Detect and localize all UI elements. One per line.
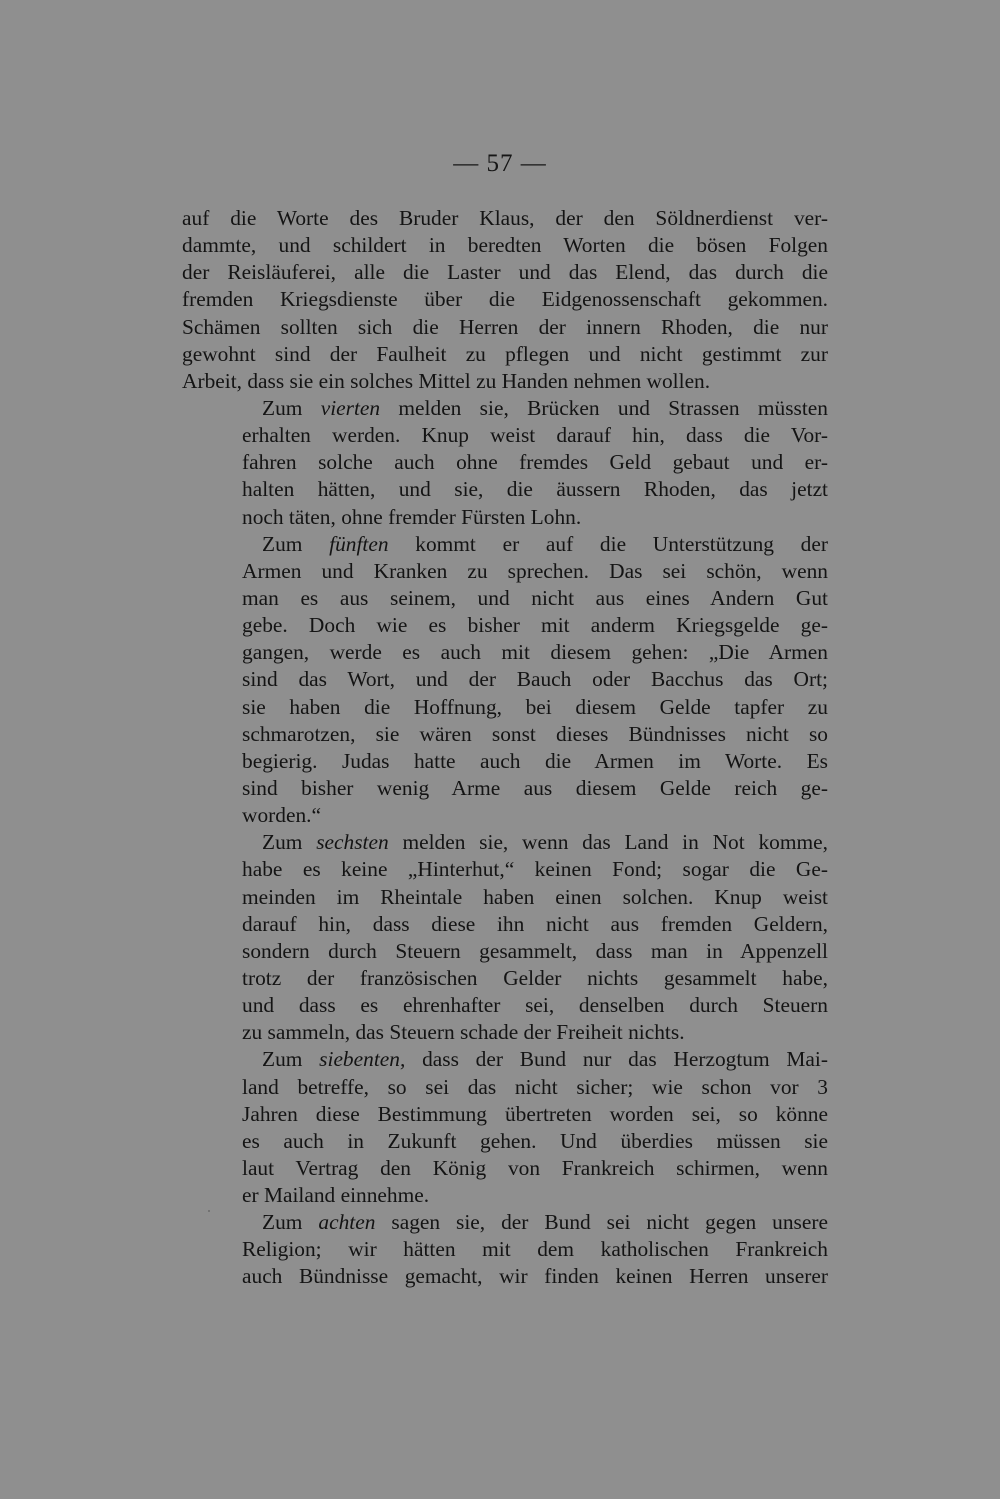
paragraph-lead: Zum (262, 830, 303, 855)
paragraph-sechsten (182, 829, 828, 1046)
text-line: begierig. Judas hatte auch die Armen im Worte. Es (242, 748, 828, 773)
emphasis-ordinal: fünften (329, 531, 389, 556)
paragraph-rest: dass der Bund nur das Herzogtum Mai- (422, 1047, 828, 1072)
text-line: habe es keine „Hinterhut,“ keinen Fond; sogar die Ge- (242, 857, 828, 882)
text-line: fahren solche auch ohne fremdes Geld gebaut und er- (242, 450, 828, 475)
text-line: Jahren diese Bestimmung übertreten worden sei, so könne (242, 1101, 828, 1126)
paragraph-lead: Zum (262, 1047, 303, 1072)
text-line: fremden Kriegsdienste über die Eidgenossenschaft gekommen. (182, 287, 828, 312)
text-line: erhalten werden. Knup weist darauf hin, dass die Vor- (242, 423, 828, 448)
text-line: es auch in Zukunft gehen. Und überdies müssen sie (242, 1128, 828, 1153)
text-line: laut Vertrag den König von Frankreich schirmen, wenn (242, 1155, 828, 1180)
print-speck (208, 1210, 210, 1212)
emphasis-ordinal: sechsten (316, 830, 389, 855)
text-line: worden.“ (242, 803, 321, 828)
paragraph-achten (182, 1209, 828, 1290)
emphasis-ordinal: siebenten, (319, 1047, 406, 1072)
text-line (262, 829, 828, 856)
text-line: Schämen sollten sich die Herren der innern Rhoden, die nur (182, 314, 828, 339)
text-line: Arbeit, dass sie ein solches Mittel zu Handen nehmen wollen. (182, 368, 711, 393)
text-line: man es aus seinem, und nicht aus eines Andern Gut (242, 585, 828, 610)
text-line (262, 395, 828, 422)
paragraph-fuenften (182, 531, 828, 830)
paragraph-rest: kommt er auf die Unterstützung der (415, 531, 828, 556)
paragraph-rest: melden sie, wenn das Land in Not komme, (402, 830, 828, 855)
text-line: gebe. Doch wie es bisher mit anderm Kriegsgelde ge- (242, 613, 828, 638)
paragraph-rest: melden sie, Brücken und Strassen müssten (398, 395, 828, 420)
text-line: gewohnt sind der Faulheit zu pflegen und nicht gestimmt zur (182, 341, 828, 366)
text-line: dammte, und schildert in beredten Worten die bösen Folgen (182, 233, 828, 258)
text-line: gangen, werde es auch mit diesem gehen: „Die Armen (242, 640, 828, 665)
paragraph-lead: Zum (262, 395, 303, 420)
paragraph-rest: sagen sie, der Bund sei nicht gegen unsere (391, 1210, 828, 1235)
text-line: halten hätten, und sie, die äussern Rhoden, das jetzt (242, 477, 828, 502)
text-line: sondern durch Steuern gesammelt, dass man in Appenzell (242, 938, 828, 963)
paragraph-lead: Zum (262, 531, 303, 556)
paragraph-lead: Zum (262, 1210, 303, 1235)
text-line: darauf hin, dass diese ihn nicht aus fremden Geldern, (242, 911, 828, 936)
text-line (262, 1209, 828, 1236)
text-line: land betreffe, so sei das nicht sicher; wie schon vor 3 (242, 1074, 828, 1099)
text-line: schmarotzen, sie wären sonst dieses Bündnisses nicht so (242, 721, 828, 746)
text-line: sie haben die Hoffnung, bei diesem Gelde tapfer zu (242, 694, 828, 719)
text-line: sind bisher wenig Arme aus diesem Gelde reich ge- (242, 775, 828, 800)
page-number: — 57 — (453, 150, 547, 177)
paragraph-vierten (182, 395, 828, 531)
paragraph-continuation (182, 205, 828, 395)
text-line: noch täten, ohne fremder Fürsten Lohn. (242, 504, 582, 529)
paragraph-siebenten (182, 1046, 828, 1209)
page-body-text (182, 205, 828, 1291)
text-line: auch Bündnisse gemacht, wir finden keinen Herren unserer (242, 1264, 828, 1289)
text-line: auf die Worte des Bruder Klaus, der den Söldnerdienst ver- (182, 206, 828, 230)
text-line: Religion; wir hätten mit dem katholischen Frankreich (242, 1237, 828, 1262)
text-line: und dass es ehrenhafter sei, denselben durch Steuern (242, 993, 828, 1018)
text-line: zu sammeln, das Steuern schade der Freiheit nichts. (242, 1020, 685, 1045)
text-line (262, 531, 828, 558)
text-line: sind das Wort, und der Bauch oder Bacchus das Ort; (242, 667, 828, 692)
emphasis-ordinal: vierten (320, 395, 381, 420)
text-line: er Mailand einnehme. (242, 1183, 430, 1208)
text-line: trotz der französischen Gelder nichts gesammelt habe, (242, 965, 828, 990)
text-line: Armen und Kranken zu sprechen. Das sei schön, wenn (242, 558, 828, 583)
text-line (262, 1046, 828, 1073)
text-line: meinden im Rheintale haben einen solchen. Knup weist (242, 884, 828, 909)
emphasis-ordinal: achten (318, 1210, 376, 1235)
text-line: der Reisläuferei, alle die Laster und das Elend, das durch die (182, 260, 828, 285)
